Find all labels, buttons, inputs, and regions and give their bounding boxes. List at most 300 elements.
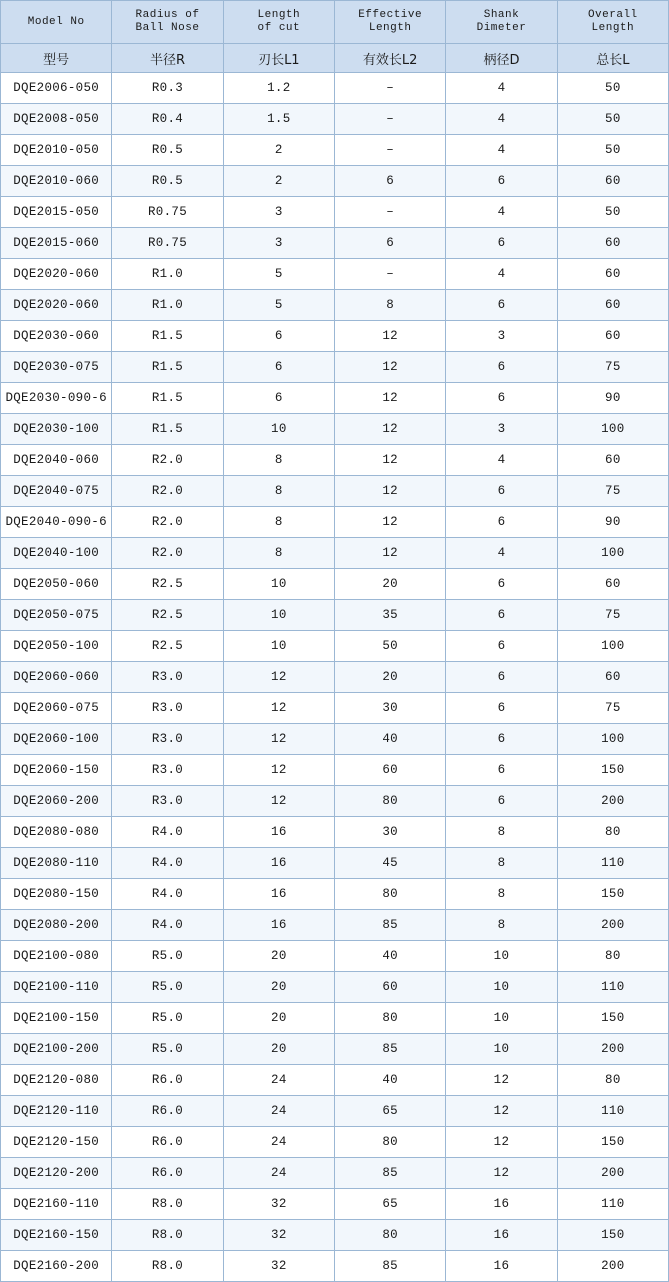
cell-radius: R6.0 xyxy=(112,1065,223,1096)
cell-overall-length: 60 xyxy=(557,290,668,321)
table-row xyxy=(1,1003,669,1034)
cell-length-of-cut: 32 xyxy=(223,1220,334,1251)
cell-model-no: DQE2020-060 xyxy=(1,259,112,290)
cell-effective-length: 45 xyxy=(334,848,445,879)
cell-effective-length: 80 xyxy=(334,1003,445,1034)
cell-length-of-cut: 8 xyxy=(223,507,334,538)
table-row xyxy=(1,166,669,197)
table-body xyxy=(1,73,669,1282)
table-row xyxy=(1,1158,669,1189)
table-row xyxy=(1,228,669,259)
header-line-1: Shank xyxy=(483,9,520,21)
cell-radius: R0.75 xyxy=(112,197,223,228)
cell-length-of-cut: 12 xyxy=(223,755,334,786)
cell-shank-diameter: 8 xyxy=(446,848,557,879)
cell-radius: R3.0 xyxy=(112,786,223,817)
cell-model-no: DQE2060-100 xyxy=(1,724,112,755)
cell-length-of-cut: 24 xyxy=(223,1096,334,1127)
cell-overall-length: 100 xyxy=(557,414,668,445)
cell-length-of-cut: 10 xyxy=(223,414,334,445)
table-row xyxy=(1,631,669,662)
cell-shank-diameter: 6 xyxy=(446,693,557,724)
cell-length-of-cut: 5 xyxy=(223,259,334,290)
cell-overall-length: 150 xyxy=(557,755,668,786)
cell-radius: R2.0 xyxy=(112,507,223,538)
cell-shank-diameter: 6 xyxy=(446,631,557,662)
cell-model-no: DQE2120-110 xyxy=(1,1096,112,1127)
cell-overall-length: 60 xyxy=(557,166,668,197)
cell-length-of-cut: 3 xyxy=(223,228,334,259)
column-header-cn-model-no: 型号 xyxy=(1,44,112,73)
cell-effective-length: – xyxy=(334,104,445,135)
cell-effective-length: 60 xyxy=(334,755,445,786)
cell-model-no: DQE2020-060 xyxy=(1,290,112,321)
cell-shank-diameter: 6 xyxy=(446,755,557,786)
cell-length-of-cut: 1.2 xyxy=(223,73,334,104)
cell-radius: R3.0 xyxy=(112,724,223,755)
cell-shank-diameter: 12 xyxy=(446,1096,557,1127)
header-line-1: Length xyxy=(257,9,301,21)
cell-overall-length: 50 xyxy=(557,104,668,135)
cell-model-no: DQE2160-200 xyxy=(1,1251,112,1282)
cell-model-no: DQE2015-050 xyxy=(1,197,112,228)
cell-radius: R2.5 xyxy=(112,631,223,662)
cell-radius: R2.0 xyxy=(112,476,223,507)
cell-model-no: DQE2120-150 xyxy=(1,1127,112,1158)
cell-model-no: DQE2050-100 xyxy=(1,631,112,662)
cell-overall-length: 200 xyxy=(557,910,668,941)
cell-overall-length: 60 xyxy=(557,569,668,600)
cell-radius: R0.5 xyxy=(112,166,223,197)
cell-length-of-cut: 20 xyxy=(223,1003,334,1034)
cell-model-no: DQE2080-110 xyxy=(1,848,112,879)
cell-shank-diameter: 16 xyxy=(446,1189,557,1220)
cell-length-of-cut: 2 xyxy=(223,166,334,197)
table-row xyxy=(1,1065,669,1096)
cell-model-no: DQE2006-050 xyxy=(1,73,112,104)
cell-overall-length: 150 xyxy=(557,1220,668,1251)
cell-length-of-cut: 24 xyxy=(223,1158,334,1189)
cell-length-of-cut: 16 xyxy=(223,848,334,879)
cell-radius: R5.0 xyxy=(112,1034,223,1065)
cell-length-of-cut: 3 xyxy=(223,197,334,228)
cell-shank-diameter: 4 xyxy=(446,135,557,166)
cell-effective-length: 65 xyxy=(334,1189,445,1220)
cell-length-of-cut: 8 xyxy=(223,538,334,569)
table-row xyxy=(1,197,669,228)
cell-length-of-cut: 24 xyxy=(223,1065,334,1096)
cell-shank-diameter: 4 xyxy=(446,197,557,228)
cell-length-of-cut: 6 xyxy=(223,383,334,414)
cell-overall-length: 80 xyxy=(557,941,668,972)
table-row xyxy=(1,1034,669,1065)
cell-model-no: DQE2160-150 xyxy=(1,1220,112,1251)
column-header-length-of-cut xyxy=(223,1,334,44)
cell-length-of-cut: 8 xyxy=(223,476,334,507)
column-header-cn-overall-length: 总长L xyxy=(557,44,668,73)
cell-model-no: DQE2040-075 xyxy=(1,476,112,507)
cell-radius: R0.5 xyxy=(112,135,223,166)
cell-radius: R2.5 xyxy=(112,600,223,631)
cell-effective-length: 80 xyxy=(334,786,445,817)
cell-effective-length: 20 xyxy=(334,662,445,693)
column-header-cn-radius: 半径R xyxy=(112,44,223,73)
column-header-model-no xyxy=(1,1,112,44)
cell-radius: R4.0 xyxy=(112,848,223,879)
cell-effective-length: 30 xyxy=(334,817,445,848)
cell-overall-length: 50 xyxy=(557,73,668,104)
cell-shank-diameter: 6 xyxy=(446,600,557,631)
table-row xyxy=(1,724,669,755)
cell-effective-length: 12 xyxy=(334,538,445,569)
cell-length-of-cut: 32 xyxy=(223,1189,334,1220)
cell-shank-diameter: 6 xyxy=(446,662,557,693)
column-header-shank-dimeter xyxy=(446,1,557,44)
cell-radius: R1.5 xyxy=(112,321,223,352)
table-row xyxy=(1,972,669,1003)
cell-model-no: DQE2100-200 xyxy=(1,1034,112,1065)
cell-radius: R4.0 xyxy=(112,910,223,941)
table-row xyxy=(1,73,669,104)
cell-effective-length: 12 xyxy=(334,414,445,445)
cell-radius: R1.5 xyxy=(112,414,223,445)
column-header-cn-length-of-cut: 刃长L1 xyxy=(223,44,334,73)
table-row xyxy=(1,848,669,879)
cell-overall-length: 50 xyxy=(557,197,668,228)
table-row xyxy=(1,662,669,693)
cell-effective-length: 80 xyxy=(334,879,445,910)
cell-radius: R4.0 xyxy=(112,879,223,910)
cell-model-no: DQE2080-200 xyxy=(1,910,112,941)
cell-shank-diameter: 6 xyxy=(446,228,557,259)
cell-length-of-cut: 12 xyxy=(223,786,334,817)
table-row xyxy=(1,910,669,941)
cell-overall-length: 150 xyxy=(557,879,668,910)
cell-radius: R1.5 xyxy=(112,352,223,383)
cell-effective-length: 12 xyxy=(334,507,445,538)
cell-shank-diameter: 6 xyxy=(446,569,557,600)
cell-overall-length: 150 xyxy=(557,1003,668,1034)
cell-shank-diameter: 8 xyxy=(446,879,557,910)
table-row xyxy=(1,693,669,724)
cell-radius: R1.5 xyxy=(112,383,223,414)
cell-effective-length: 6 xyxy=(334,166,445,197)
cell-radius: R1.0 xyxy=(112,259,223,290)
cell-overall-length: 110 xyxy=(557,1189,668,1220)
cell-length-of-cut: 8 xyxy=(223,445,334,476)
cell-shank-diameter: 10 xyxy=(446,1003,557,1034)
cell-overall-length: 110 xyxy=(557,972,668,1003)
cell-effective-length: 85 xyxy=(334,1158,445,1189)
cell-overall-length: 110 xyxy=(557,848,668,879)
cell-radius: R2.0 xyxy=(112,538,223,569)
cell-shank-diameter: 12 xyxy=(446,1127,557,1158)
cell-shank-diameter: 12 xyxy=(446,1065,557,1096)
cell-radius: R4.0 xyxy=(112,817,223,848)
cell-model-no: DQE2060-150 xyxy=(1,755,112,786)
table-row xyxy=(1,290,669,321)
cell-effective-length: 12 xyxy=(334,445,445,476)
header-line-2: Ball Nose xyxy=(135,22,200,34)
cell-effective-length: 30 xyxy=(334,693,445,724)
table-row xyxy=(1,321,669,352)
header-line-2: of cut xyxy=(257,22,301,34)
cell-shank-diameter: 3 xyxy=(446,321,557,352)
cell-radius: R5.0 xyxy=(112,941,223,972)
cell-shank-diameter: 4 xyxy=(446,73,557,104)
cell-overall-length: 200 xyxy=(557,1251,668,1282)
cell-model-no: DQE2030-090-6 xyxy=(1,383,112,414)
header-row-chinese xyxy=(1,44,669,73)
header-line-1: Overall xyxy=(587,9,638,21)
table-row xyxy=(1,1220,669,1251)
cell-model-no: DQE2040-100 xyxy=(1,538,112,569)
cell-overall-length: 60 xyxy=(557,228,668,259)
cell-radius: R6.0 xyxy=(112,1158,223,1189)
cell-overall-length: 80 xyxy=(557,817,668,848)
table-row xyxy=(1,104,669,135)
column-header-radius-of-ball-nose xyxy=(112,1,223,44)
cell-model-no: DQE2100-150 xyxy=(1,1003,112,1034)
cell-model-no: DQE2015-060 xyxy=(1,228,112,259)
cell-model-no: DQE2030-075 xyxy=(1,352,112,383)
cell-radius: R8.0 xyxy=(112,1220,223,1251)
cell-overall-length: 75 xyxy=(557,600,668,631)
cell-effective-length: 6 xyxy=(334,228,445,259)
cell-length-of-cut: 10 xyxy=(223,600,334,631)
cell-effective-length: 40 xyxy=(334,1065,445,1096)
cell-overall-length: 100 xyxy=(557,724,668,755)
cell-effective-length: 80 xyxy=(334,1127,445,1158)
cell-radius: R6.0 xyxy=(112,1096,223,1127)
cell-radius: R1.0 xyxy=(112,290,223,321)
cell-effective-length: 12 xyxy=(334,476,445,507)
cell-length-of-cut: 20 xyxy=(223,972,334,1003)
cell-overall-length: 75 xyxy=(557,693,668,724)
cell-overall-length: 90 xyxy=(557,383,668,414)
cell-overall-length: 200 xyxy=(557,1158,668,1189)
table-row xyxy=(1,879,669,910)
cell-length-of-cut: 32 xyxy=(223,1251,334,1282)
table-row xyxy=(1,569,669,600)
cell-radius: R2.5 xyxy=(112,569,223,600)
cell-shank-diameter: 3 xyxy=(446,414,557,445)
cell-shank-diameter: 6 xyxy=(446,507,557,538)
cell-overall-length: 60 xyxy=(557,259,668,290)
cell-shank-diameter: 4 xyxy=(446,445,557,476)
cell-effective-length: 60 xyxy=(334,972,445,1003)
cell-radius: R3.0 xyxy=(112,755,223,786)
cell-radius: R5.0 xyxy=(112,972,223,1003)
cell-effective-length: – xyxy=(334,135,445,166)
table-row xyxy=(1,445,669,476)
table-row xyxy=(1,1251,669,1282)
cell-overall-length: 60 xyxy=(557,662,668,693)
cell-model-no: DQE2060-075 xyxy=(1,693,112,724)
cell-radius: R0.75 xyxy=(112,228,223,259)
cell-radius: R8.0 xyxy=(112,1189,223,1220)
cell-overall-length: 100 xyxy=(557,538,668,569)
cell-shank-diameter: 16 xyxy=(446,1220,557,1251)
table-row xyxy=(1,383,669,414)
cell-effective-length: 80 xyxy=(334,1220,445,1251)
column-header-cn-shank-diameter: 柄径D xyxy=(446,44,557,73)
cell-shank-diameter: 6 xyxy=(446,724,557,755)
cell-length-of-cut: 10 xyxy=(223,631,334,662)
cell-effective-length: 85 xyxy=(334,1034,445,1065)
cell-effective-length: – xyxy=(334,197,445,228)
cell-effective-length: 12 xyxy=(334,321,445,352)
cell-shank-diameter: 6 xyxy=(446,383,557,414)
cell-overall-length: 150 xyxy=(557,1127,668,1158)
cell-shank-diameter: 6 xyxy=(446,290,557,321)
cell-shank-diameter: 6 xyxy=(446,166,557,197)
header-line-1: Model No xyxy=(27,15,85,28)
cell-overall-length: 90 xyxy=(557,507,668,538)
cell-overall-length: 200 xyxy=(557,1034,668,1065)
cell-model-no: DQE2120-080 xyxy=(1,1065,112,1096)
cell-overall-length: 110 xyxy=(557,1096,668,1127)
cell-length-of-cut: 20 xyxy=(223,941,334,972)
cell-overall-length: 200 xyxy=(557,786,668,817)
cell-radius: R0.4 xyxy=(112,104,223,135)
cell-effective-length: 50 xyxy=(334,631,445,662)
cell-length-of-cut: 24 xyxy=(223,1127,334,1158)
cell-shank-diameter: 4 xyxy=(446,104,557,135)
header-line-1: Effective xyxy=(358,9,423,21)
cell-shank-diameter: 4 xyxy=(446,538,557,569)
cell-overall-length: 100 xyxy=(557,631,668,662)
cell-length-of-cut: 1.5 xyxy=(223,104,334,135)
cell-length-of-cut: 16 xyxy=(223,910,334,941)
cell-length-of-cut: 20 xyxy=(223,1034,334,1065)
cell-length-of-cut: 5 xyxy=(223,290,334,321)
cell-effective-length: 20 xyxy=(334,569,445,600)
cell-model-no: DQE2030-060 xyxy=(1,321,112,352)
cell-shank-diameter: 10 xyxy=(446,972,557,1003)
cell-model-no: DQE2010-050 xyxy=(1,135,112,166)
cell-effective-length: 8 xyxy=(334,290,445,321)
cell-model-no: DQE2050-060 xyxy=(1,569,112,600)
cell-length-of-cut: 6 xyxy=(223,352,334,383)
cell-effective-length: 12 xyxy=(334,352,445,383)
cell-shank-diameter: 6 xyxy=(446,352,557,383)
column-header-cn-effective-length: 有效长L2 xyxy=(334,44,445,73)
table-row xyxy=(1,507,669,538)
cell-model-no: DQE2080-080 xyxy=(1,817,112,848)
cell-effective-length: 65 xyxy=(334,1096,445,1127)
cell-effective-length: – xyxy=(334,73,445,104)
table-row xyxy=(1,755,669,786)
cell-radius: R8.0 xyxy=(112,1251,223,1282)
cell-shank-diameter: 6 xyxy=(446,786,557,817)
header-row-english xyxy=(1,1,669,44)
cell-overall-length: 80 xyxy=(557,1065,668,1096)
table-row xyxy=(1,259,669,290)
cell-shank-diameter: 8 xyxy=(446,817,557,848)
cell-length-of-cut: 16 xyxy=(223,817,334,848)
cell-model-no: DQE2160-110 xyxy=(1,1189,112,1220)
cell-overall-length: 60 xyxy=(557,445,668,476)
header-line-1: Radius of xyxy=(135,9,200,21)
cell-overall-length: 50 xyxy=(557,135,668,166)
cell-model-no: DQE2040-060 xyxy=(1,445,112,476)
cell-length-of-cut: 6 xyxy=(223,321,334,352)
table-row xyxy=(1,135,669,166)
cell-overall-length: 75 xyxy=(557,352,668,383)
cell-shank-diameter: 12 xyxy=(446,1158,557,1189)
cell-length-of-cut: 2 xyxy=(223,135,334,166)
cell-effective-length: 12 xyxy=(334,383,445,414)
cell-length-of-cut: 12 xyxy=(223,693,334,724)
cell-model-no: DQE2008-050 xyxy=(1,104,112,135)
column-header-overall-length xyxy=(557,1,668,44)
table-row xyxy=(1,1127,669,1158)
cell-length-of-cut: 16 xyxy=(223,879,334,910)
cell-shank-diameter: 4 xyxy=(446,259,557,290)
cell-model-no: DQE2060-060 xyxy=(1,662,112,693)
table-row xyxy=(1,941,669,972)
cell-effective-length: 35 xyxy=(334,600,445,631)
cell-radius: R6.0 xyxy=(112,1127,223,1158)
cell-effective-length: 40 xyxy=(334,941,445,972)
table-row xyxy=(1,414,669,445)
cell-length-of-cut: 12 xyxy=(223,662,334,693)
cell-model-no: DQE2010-060 xyxy=(1,166,112,197)
cell-model-no: DQE2100-080 xyxy=(1,941,112,972)
table-row xyxy=(1,1096,669,1127)
table-row xyxy=(1,786,669,817)
header-line-2: Length xyxy=(591,22,635,34)
cell-shank-diameter: 16 xyxy=(446,1251,557,1282)
cell-radius: R5.0 xyxy=(112,1003,223,1034)
cell-model-no: DQE2040-090-6 xyxy=(1,507,112,538)
cell-shank-diameter: 10 xyxy=(446,941,557,972)
cell-effective-length: 40 xyxy=(334,724,445,755)
column-header-effective-length xyxy=(334,1,445,44)
cell-radius: R2.0 xyxy=(112,445,223,476)
cell-effective-length: – xyxy=(334,259,445,290)
cell-shank-diameter: 8 xyxy=(446,910,557,941)
cell-overall-length: 75 xyxy=(557,476,668,507)
cell-length-of-cut: 12 xyxy=(223,724,334,755)
cell-effective-length: 85 xyxy=(334,910,445,941)
cell-model-no: DQE2100-110 xyxy=(1,972,112,1003)
table-row xyxy=(1,817,669,848)
header-line-2: Length xyxy=(368,22,412,34)
cell-radius: R3.0 xyxy=(112,662,223,693)
cell-shank-diameter: 6 xyxy=(446,476,557,507)
cell-model-no: DQE2060-200 xyxy=(1,786,112,817)
cell-model-no: DQE2030-100 xyxy=(1,414,112,445)
table-row xyxy=(1,352,669,383)
cell-effective-length: 85 xyxy=(334,1251,445,1282)
cell-model-no: DQE2050-075 xyxy=(1,600,112,631)
cell-length-of-cut: 10 xyxy=(223,569,334,600)
table-row xyxy=(1,538,669,569)
cell-radius: R0.3 xyxy=(112,73,223,104)
cell-model-no: DQE2120-200 xyxy=(1,1158,112,1189)
table-head xyxy=(1,1,669,73)
table-row xyxy=(1,1189,669,1220)
cell-model-no: DQE2080-150 xyxy=(1,879,112,910)
header-line-2: Dimeter xyxy=(476,22,527,34)
cell-radius: R3.0 xyxy=(112,693,223,724)
cell-overall-length: 60 xyxy=(557,321,668,352)
table-row xyxy=(1,476,669,507)
table-row xyxy=(1,600,669,631)
cell-shank-diameter: 10 xyxy=(446,1034,557,1065)
